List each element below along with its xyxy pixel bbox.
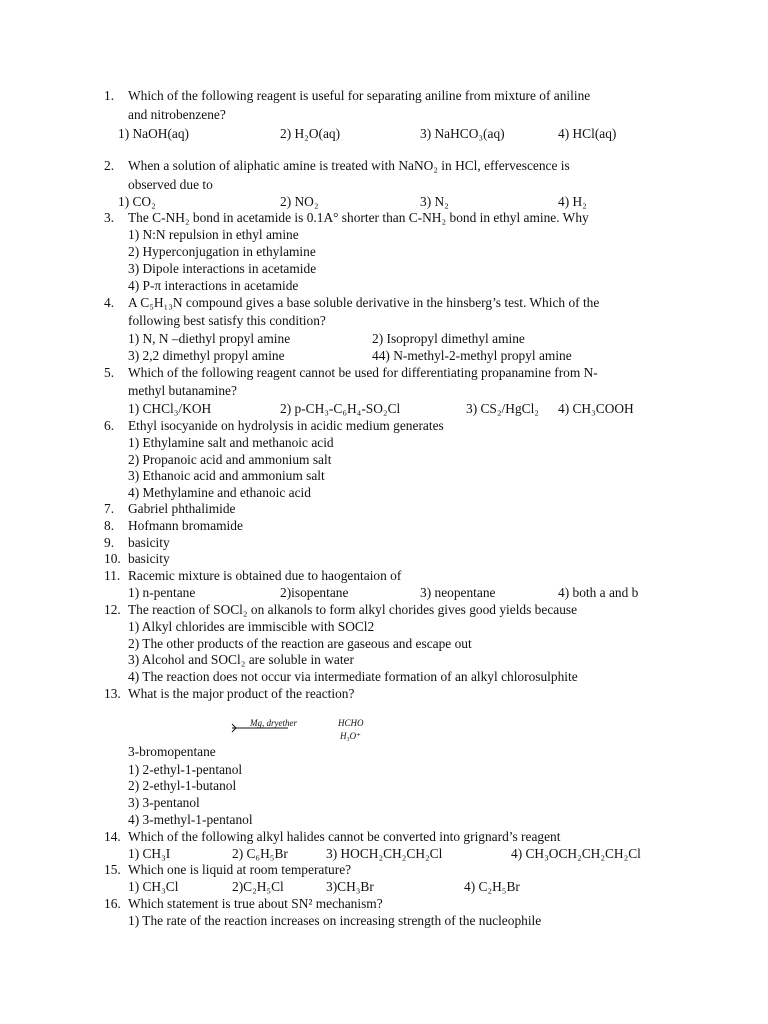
question-text: Racemic mixture is obtained due to haogentaion of <box>128 568 402 583</box>
option: 4) 3-methyl-1-pentanol <box>128 812 253 827</box>
question-text: Which of the following reagent is useful for separating aniline from mixture of aniline <box>128 88 591 103</box>
option: 3) 3-pentanol <box>128 795 200 810</box>
option: 4) HCl(aq) <box>558 126 617 141</box>
question-number: 8. <box>104 518 115 533</box>
option: 3) Ethanoic acid and ammonium salt <box>128 468 325 483</box>
reagent-label: H₃O⁺ <box>340 731 361 741</box>
question-text: Which of the following reagent cannot be used for differentiating propanamine from N- <box>128 365 598 380</box>
option: 4) The reaction does not occur via intermediate formation of an alkyl chlorosulphite <box>128 669 578 684</box>
option: 1) CHCl₃/KOH <box>128 401 212 416</box>
option: 2) NO₂ <box>280 194 319 209</box>
question-number: 13. <box>104 686 121 701</box>
question-text: and nitrobenzene? <box>128 107 226 122</box>
question-number: 16. <box>104 896 121 911</box>
option: 1) NaOH(aq) <box>118 126 190 141</box>
question-number: 15. <box>104 862 121 877</box>
option: 2) p-CH₃-C₆H₄-SO₂Cl <box>280 401 401 416</box>
question-text: When a solution of aliphatic amine is treated with NaNO₂ in HCl, effervescence is <box>128 158 570 173</box>
option: 3) CS₂/HgCl₂ <box>466 401 539 416</box>
option: 3) HOCH₂CH₂CH₂Cl <box>326 846 443 861</box>
option: 1) CH₃Cl <box>128 879 179 894</box>
option: 4) P-π interactions in acetamide <box>128 278 299 293</box>
question-number: 12. <box>104 602 121 617</box>
option: 1) n-pentane <box>128 585 196 600</box>
question-text: Ethyl isocyanide on hydrolysis in acidic medium generates <box>128 418 444 433</box>
option: 2) The other products of the reaction are gaseous and escape out <box>128 636 472 651</box>
question-text: Which one is liquid at room temperature? <box>128 862 352 877</box>
option: 2) Propanoic acid and ammonium salt <box>128 452 332 467</box>
option: 1) CH₃I <box>128 846 171 861</box>
reaction-scheme <box>228 714 398 744</box>
option: 4) CH₃COOH <box>558 401 634 416</box>
option: 1) CO₂ <box>118 194 156 209</box>
option: 3) Alcohol and SOCl₂ are soluble in water <box>128 652 354 667</box>
question-number: 4. <box>104 295 115 310</box>
option: 2) Hyperconjugation in ethylamine <box>128 244 316 259</box>
option: 4) CH₃OCH₂CH₂CH₂Cl <box>511 846 641 861</box>
reagent-label: HCHO <box>338 718 364 728</box>
question-text: A C₅H₁₃N compound gives a base soluble derivative in the hinsberg’s test. Which of the <box>128 295 600 310</box>
option: 3) N₂ <box>420 194 449 209</box>
option: 3) Dipole interactions in acetamide <box>128 261 317 276</box>
question-number: 2. <box>104 158 115 173</box>
option: 2) H₂O(aq) <box>280 126 341 141</box>
option: 1) N, N –diethyl propyl amine <box>128 331 291 346</box>
question-number: 7. <box>104 501 115 516</box>
option: 2) C₆H₅Br <box>232 846 288 861</box>
question-text: What is the major product of the reaction? <box>128 686 355 701</box>
option: 1) Alkyl chlorides are immiscible with SOCl2 <box>128 619 375 634</box>
question-text: Hofmann bromamide <box>128 518 243 533</box>
option: 1) 2-ethyl-1-pentanol <box>128 762 243 777</box>
question-text: basicity <box>128 535 170 550</box>
question-number: 5. <box>104 365 115 380</box>
question-text: basicity <box>128 551 170 566</box>
option: 3)CH₃Br <box>326 879 374 894</box>
question-number: 11. <box>104 568 121 583</box>
question-number: 10. <box>104 551 121 566</box>
question-number: 9. <box>104 535 115 550</box>
option: 44) N-methyl-2-methyl propyl amine <box>372 348 572 363</box>
option: 3) 2,2 dimethyl propyl amine <box>128 348 285 363</box>
option: 2) 2-ethyl-1-butanol <box>128 778 237 793</box>
question-text: Which of the following alkyl halides cannot be converted into grignard’s reagent <box>128 829 561 844</box>
question-text: The reaction of SOCl₂ on alkanols to form alkyl chorides gives good yields because <box>128 602 578 617</box>
question-number: 3. <box>104 210 115 225</box>
question-text: following best satisfy this condition? <box>128 313 326 328</box>
question-text: 3-bromopentane <box>128 744 216 759</box>
option: 4) C₂H₅Br <box>464 879 520 894</box>
question-text: Gabriel phthalimide <box>128 501 236 516</box>
question-number: 6. <box>104 418 115 433</box>
reagent-label: Mg, dryether <box>250 718 297 728</box>
option: 4) H₂ <box>558 194 587 209</box>
option: 1) Ethylamine salt and methanoic acid <box>128 435 334 450</box>
option: 2)isopentane <box>280 585 349 600</box>
option: 3) NaHCO₃(aq) <box>420 126 505 141</box>
option: 3) neopentane <box>420 585 496 600</box>
question-text: Which statement is true about SN² mechanism? <box>128 896 383 911</box>
option: 4) Methylamine and ethanoic acid <box>128 485 311 500</box>
question-number: 1. <box>104 88 115 103</box>
question-text: methyl butanamine? <box>128 383 237 398</box>
option: 1) N:N repulsion in ethyl amine <box>128 227 299 242</box>
option: 4) both a and b <box>558 585 639 600</box>
question-number: 14. <box>104 829 121 844</box>
option: 2)C₂H₅Cl <box>232 879 284 894</box>
question-text: observed due to <box>128 177 213 192</box>
option: 1) The rate of the reaction increases on increasing strength of the nucleophile <box>128 913 542 928</box>
question-text: The C-NH₂ bond in acetamide is 0.1A° shorter than C-NH₂ bond in ethyl amine. Why <box>128 210 589 225</box>
option: 2) Isopropyl dimethyl amine <box>372 331 525 346</box>
